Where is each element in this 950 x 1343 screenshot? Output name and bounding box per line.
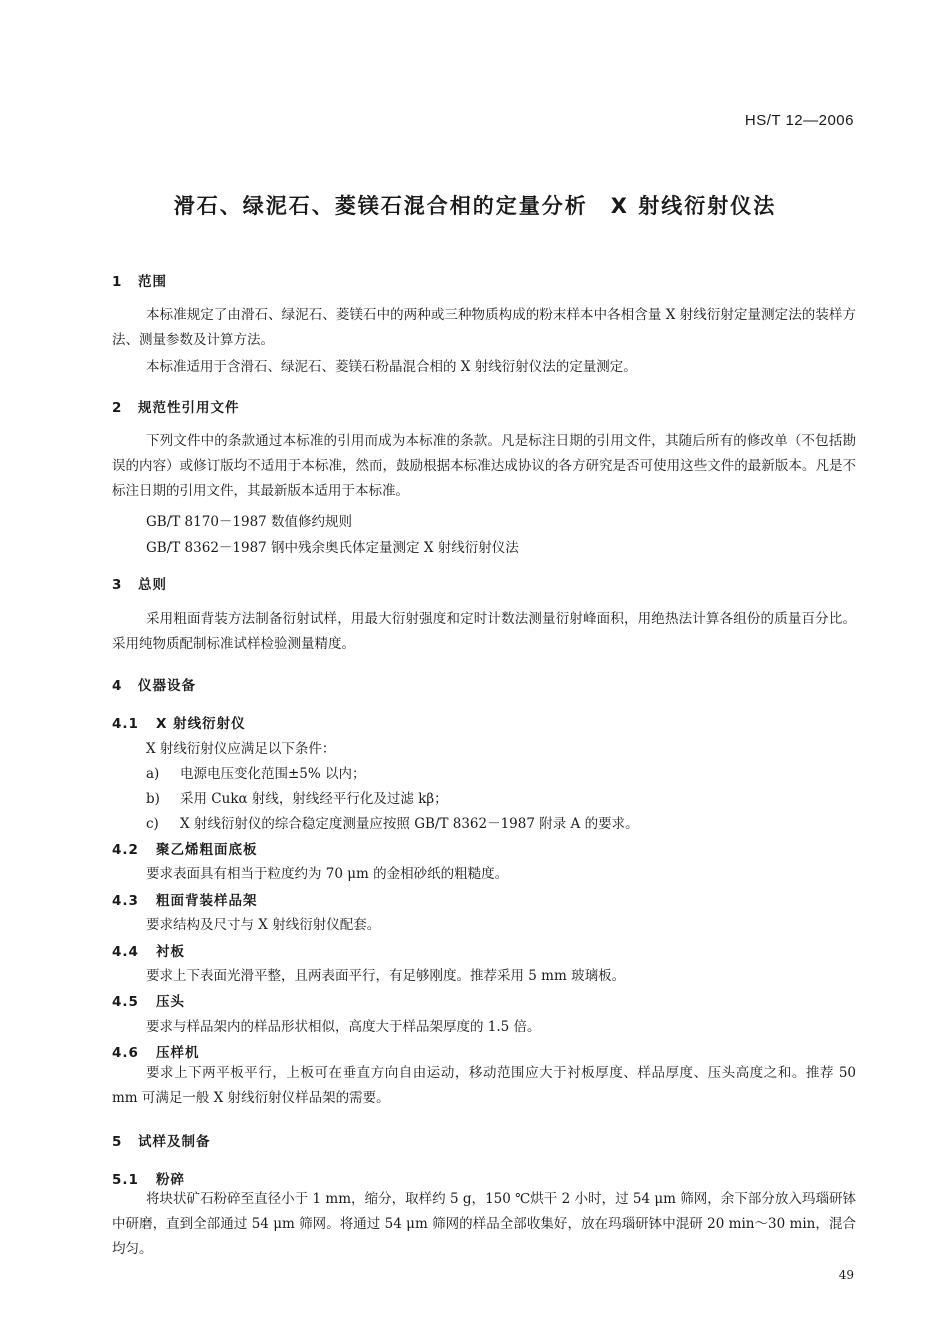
paragraph: 本标准规定了由滑石、绿泥石、菱镁石中的两种或三种物质构成的粉末样本中各相含量 X 射线衍射定量测定法的装样方法、测量参数及计算方法。 — [112, 307, 856, 348]
subsection-heading — [112, 712, 246, 732]
subsection-title: 粗面背装样品架 — [156, 893, 258, 909]
subsection-title: 粉碎 — [156, 1172, 185, 1188]
section-heading-apparatus — [112, 674, 196, 694]
section-heading-scope — [112, 270, 167, 290]
list-item — [146, 787, 448, 807]
list-item — [146, 812, 639, 832]
subsection-heading — [112, 1168, 185, 1188]
subsection-title: 压样机 — [156, 1045, 200, 1061]
section-title: 范围 — [138, 274, 167, 290]
subsection-title: 衬板 — [156, 944, 185, 960]
subsection-title: X 射线衍射仪 — [156, 716, 246, 732]
paragraph: X 射线衍射仪应满足以下条件： — [146, 741, 336, 757]
section-title: 仪器设备 — [138, 678, 196, 694]
list-marker: a) — [146, 766, 160, 782]
subsection-number: 4.6 — [112, 1045, 139, 1061]
subsection-number: 5.1 — [112, 1172, 139, 1188]
subsection-title: 聚乙烯粗面底板 — [156, 842, 258, 858]
subsection-number: 4.1 — [112, 716, 139, 732]
section-title: 规范性引用文件 — [138, 400, 240, 416]
section-heading-sample-preparation — [112, 1130, 211, 1150]
paragraph: 要求表面具有相当于粒度约为 70 μm 的金相砂纸的粗糙度。 — [146, 866, 509, 882]
subsection-heading — [112, 838, 258, 858]
reference-item: GB/T 8170－1987 数值修约规则 — [146, 514, 353, 530]
list-marker: c) — [146, 816, 159, 832]
section-heading-normative-references — [112, 396, 240, 416]
paragraph: 下列文件中的条款通过本标准的引用而成为本标准的条款。凡是标注日期的引用文件，其随后所有的修改单（不包括勘误的内容）或修订版均不适用于本标准，然而，鼓励根据本标准达成协议的各方研究是否可使用这些文件的最新版本。凡是不标注日期的引用文件，其最新版本适用于本标准。 — [112, 433, 856, 499]
paragraph: 要求上下两平板平行，上板可在垂直方向自由运动，移动范围应大于衬板厚度、样品厚度、压头高度之和。推荐 50 mm 可满足一般 X 射线衍射仪样品架的需要。 — [112, 1065, 856, 1106]
subsection-number: 4.3 — [112, 893, 139, 909]
paragraph: 要求与样品架内的样品形状相似，高度大于样品架厚度的 1.5 倍。 — [146, 1019, 541, 1035]
section-number: 1 — [112, 274, 123, 290]
section-title: 试样及制备 — [138, 1134, 211, 1150]
list-item — [146, 762, 366, 782]
subsection-heading — [112, 940, 185, 960]
section-title: 总则 — [138, 577, 167, 593]
section-number: 3 — [112, 577, 123, 593]
subsection-heading — [112, 1041, 200, 1061]
page-title: 滑石、绿泥石、菱镁石混合相的定量分析 X 射线衍射仪法 — [173, 194, 777, 218]
paragraph: 要求结构及尺寸与 X 射线衍射仪配套。 — [146, 917, 381, 933]
list-marker: b) — [146, 791, 160, 807]
list-item-text: 采用 Cukα 射线，射线经平行化及过滤 kβ； — [180, 791, 448, 807]
section-number: 5 — [112, 1134, 123, 1150]
paragraph: 本标准适用于含滑石、绿泥石、菱镁石粉晶混合相的 X 射线衍射仪法的定量测定。 — [146, 359, 637, 375]
list-item-text: X 射线衍射仪的综合稳定度测量应按照 GB/T 8362－1987 附录 A 的要求。 — [180, 816, 639, 832]
paragraph: 采用粗面背装方法制备衍射试样，用最大衍射强度和定时计数法测量衍射峰面积，用绝热法计算各组份的质量百分比。采用纯物质配制标准试样检验测量精度。 — [112, 611, 856, 652]
section-heading-general — [112, 573, 167, 593]
subsection-number: 4.5 — [112, 994, 139, 1010]
standard-code: HS/T 12—2006 — [744, 112, 854, 129]
reference-item: GB/T 8362－1987 钢中残余奥氏体定量测定 X 射线衍射仪法 — [146, 540, 519, 556]
section-number: 2 — [112, 400, 123, 416]
page-number: 49 — [838, 1268, 854, 1282]
subsection-number: 4.2 — [112, 842, 139, 858]
subsection-heading — [112, 889, 258, 909]
list-item-text: 电源电压变化范围±5% 以内； — [180, 766, 366, 782]
paragraph: 将块状矿石粉碎至直径小于 1 mm，缩分，取样约 5 g，150 ℃烘干 2 小时，过 54 μm 筛网，余下部分放入玛瑙研钵中研磨，直到全部通过 54 μm 筛网。将通过 54 μm 筛网的样品全部收集好，放在玛瑙研钵中混研 20 min～30 min，混合均匀。 — [112, 1191, 856, 1257]
subsection-title: 压头 — [156, 994, 185, 1010]
subsection-number: 4.4 — [112, 944, 139, 960]
paragraph: 要求上下表面光滑平整，且两表面平行，有足够刚度。推荐采用 5 mm 玻璃板。 — [146, 968, 626, 984]
section-number: 4 — [112, 678, 123, 694]
subsection-heading — [112, 990, 185, 1010]
